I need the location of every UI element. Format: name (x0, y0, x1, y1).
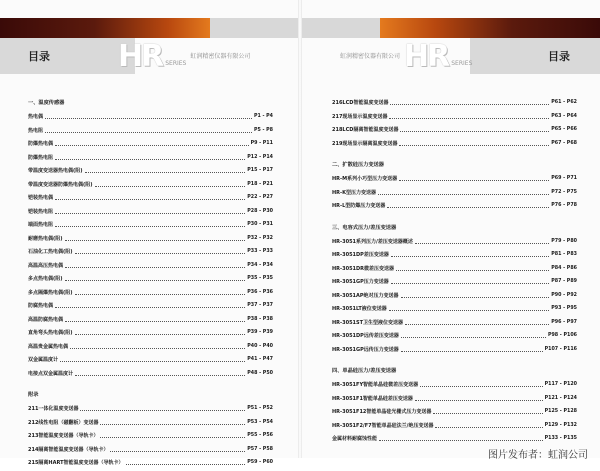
toc-entry-title: 高温防腐热电偶 (28, 316, 64, 323)
toc-entry-title: 219现场显示隔离温度变送器 (332, 140, 398, 147)
dot-leader (396, 270, 549, 271)
toc-entry-title: 耐磨热电偶(阻) (28, 235, 63, 242)
toc-entry-pages: P36 - P36 (247, 289, 273, 295)
toc-entry (332, 186, 577, 200)
dot-leader (45, 132, 252, 133)
toc-entry (332, 378, 577, 392)
toc-entry-title: 217现场显示温度变送器 (332, 113, 388, 120)
toc-entry-pages: P81 - P83 (551, 252, 577, 258)
toc-entry-title: 铠装热电偶 (28, 195, 54, 202)
toc-entry-title: 多点热电偶(阻) (28, 276, 63, 283)
toc-entry-pages: P121 - P124 (544, 395, 577, 401)
toc-entry-pages: P125 - P128 (544, 409, 577, 415)
toc-entry (332, 199, 577, 213)
dot-leader (405, 324, 549, 325)
toc-entry-pages: P18 - P21 (247, 181, 273, 187)
left-page (0, 0, 300, 467)
toc-entry-pages: P96 - P97 (551, 319, 577, 325)
toc-entry (28, 259, 273, 273)
section-heading: 四、单晶硅压力/差压变送器 (332, 368, 397, 374)
toc-entry-pages: P63 - P64 (551, 113, 577, 119)
section-gap (28, 380, 273, 388)
toc-entry-pages: P76 - P78 (551, 203, 577, 209)
toc-entry-pages: P28 - P30 (247, 208, 273, 214)
toc-entry (332, 289, 577, 303)
logo-company-name: 虹润精密仪器有限公司 (340, 53, 401, 60)
toc-entry-title: 多点隔爆热电偶(阻) (28, 289, 73, 296)
toc-entry-title: 金属材料耐腐蚀性能 (332, 436, 378, 443)
dot-leader (399, 180, 549, 181)
dot-leader (75, 334, 246, 335)
toc-entry (28, 272, 273, 286)
toc-entry-pages: P84 - P86 (551, 265, 577, 271)
toc-entry-pages: P30 - P31 (247, 222, 273, 228)
toc-entry (28, 326, 273, 340)
toc-entry (332, 329, 577, 343)
toc-entry-title: HR-L型防爆压力变送器 (332, 203, 386, 210)
toc-entry-title: 212线性电阻（磁翻板）变送器 (28, 419, 99, 426)
dot-leader (45, 118, 252, 119)
company-logo (118, 39, 251, 74)
toc-entry-title: 防爆热电阻 (28, 154, 54, 161)
dot-leader (401, 351, 543, 352)
dot-leader (391, 256, 549, 257)
toc-entry (332, 123, 577, 137)
toc-entry (332, 405, 577, 419)
dot-leader (100, 424, 245, 425)
toc-entry-title: HR-3051F2/F7智能单晶硅法兰/绝压变送器 (332, 422, 434, 429)
toc-entry-title: 216LCD智能温度变送器 (332, 100, 389, 107)
toc-entry-pages: P41 - P47 (247, 357, 273, 363)
toc-entry (332, 235, 577, 249)
toc-entry (332, 248, 577, 262)
toc-entry (28, 218, 273, 232)
toc-entry-pages: P15 - P17 (247, 168, 273, 174)
toc-entry-pages: P90 - P92 (551, 292, 577, 298)
toc-entry (28, 124, 273, 138)
toc-entry (332, 275, 577, 289)
header-band-gray (210, 18, 299, 38)
toc-entry-title: HR-3051GP远传压力变送器 (332, 346, 399, 353)
dot-leader (75, 253, 246, 254)
toc-entry-title: 214隔离智能温度变送器（导轨卡） (28, 446, 109, 453)
toc-entry-title: HR-3051F1智能单晶硅差压变送器 (332, 395, 413, 402)
page-title: 目录 (28, 50, 50, 63)
toc-entry (28, 245, 273, 259)
toc-entry-title: 端面热电阻 (28, 222, 54, 229)
toc-entry-pages: P1 - P4 (253, 114, 273, 120)
toc-entry-pages: P79 - P80 (551, 238, 577, 244)
dot-leader (399, 145, 549, 146)
header-band-gray (300, 18, 380, 38)
toc-entry-title: HR-3051GP压力变送器 (332, 279, 389, 286)
toc-entry (332, 419, 577, 433)
toc-entry (28, 299, 273, 313)
logo-company-name: 虹润精密仪器有限公司 (190, 53, 251, 60)
toc-entry-pages: P87 - P89 (551, 279, 577, 285)
dot-leader (400, 131, 549, 132)
toc-entry (28, 151, 273, 165)
toc-entry (332, 110, 577, 124)
toc-entry-pages: P12 - P14 (247, 154, 273, 160)
toc-entry-pages: P72 - P75 (551, 189, 577, 195)
page-title: 目录 (548, 50, 570, 63)
section-heading: 二、扩散硅压力变送器 (332, 162, 384, 168)
toc-entry-title: 热电偶 (28, 114, 44, 121)
toc-entry (28, 416, 273, 430)
toc-entry (332, 172, 577, 186)
dot-leader (378, 194, 549, 195)
toc-entry-title: HR-K型压力变送器 (332, 189, 376, 196)
toc-entry-title: 防爆热电偶 (28, 141, 54, 148)
logo-series: SERIES (165, 60, 187, 67)
dot-leader (100, 437, 245, 438)
toc-entry (28, 178, 273, 192)
toc-entry (28, 164, 273, 178)
dot-leader (110, 451, 245, 452)
section-heading: 一、温度传感器 (28, 100, 65, 106)
toc-entry-pages: P98 - P106 (547, 333, 577, 339)
dot-leader (389, 310, 549, 311)
dot-leader (65, 240, 246, 241)
toc-entry (28, 137, 273, 151)
toc-entry (332, 432, 577, 446)
toc-entry-pages: P93 - P95 (551, 306, 577, 312)
toc-entry-title: 215隔离HART智能温度变送器（导轨卡） (28, 460, 124, 467)
toc-entry-pages: P55 - P56 (247, 433, 273, 439)
section-heading: 附录 (28, 392, 39, 398)
dot-leader (75, 294, 246, 295)
toc-entry-title: HR-3051F12智能单晶硅光栅式压力变送器 (332, 409, 432, 416)
dot-leader (415, 243, 549, 244)
dot-leader (420, 386, 543, 387)
dot-leader (75, 375, 245, 376)
toc-entry-title: 211一体化温度变送器 (28, 406, 79, 413)
toc-entry-title: 带温度变送器防爆热电偶(阻) (28, 181, 93, 188)
title-bar (470, 38, 600, 74)
section-gap (332, 213, 577, 221)
dot-leader (55, 159, 245, 160)
toc-entry-pages: P40 - P40 (247, 343, 273, 349)
toc-entry (332, 96, 577, 110)
company-logo (340, 39, 473, 74)
toc-entry-pages: P133 - P135 (544, 436, 577, 442)
toc-entry-title: 213智能温度变送器（导轨卡） (28, 433, 99, 440)
toc-entry (332, 343, 577, 357)
toc-entry-title: 带温度变送器热电偶(阻) (28, 168, 83, 175)
toc-entry-pages: P129 - P132 (544, 422, 577, 428)
toc-entry (28, 232, 273, 246)
toc-entry-pages: P67 - P68 (551, 140, 577, 146)
toc-entry-pages: P38 - P38 (247, 316, 273, 322)
toc-entry (332, 302, 577, 316)
dot-leader (435, 427, 542, 428)
toc-entry (332, 392, 577, 406)
dot-leader (401, 337, 546, 338)
toc-entry-pages: P39 - P39 (247, 330, 273, 336)
toc-entry (28, 340, 273, 354)
toc-entry-title: 防腐热电偶 (28, 303, 54, 310)
dot-leader (95, 186, 246, 187)
dot-leader (65, 280, 246, 281)
toc-entry-title: 高温高压热电偶 (28, 262, 64, 269)
toc-entry-pages: P59 - P60 (247, 460, 273, 466)
dot-leader (379, 440, 543, 441)
book-spine (298, 0, 302, 458)
dot-leader (55, 199, 245, 200)
header-band (380, 18, 600, 38)
toc-entry-title: HR-3051DR微差压变送器 (332, 265, 395, 272)
toc-entry-pages: P5 - P8 (253, 127, 273, 133)
dot-leader (70, 348, 245, 349)
dot-leader (55, 226, 245, 227)
toc-entry-title: 电接点双金属温度计 (28, 370, 74, 377)
table-of-contents (332, 96, 577, 446)
toc-entry-pages: P9 - P11 (250, 141, 273, 147)
toc-entry-pages: P117 - P120 (544, 382, 577, 388)
table-of-contents (28, 96, 273, 470)
dot-leader (126, 464, 246, 465)
toc-entry (28, 367, 273, 381)
toc-entry-pages: P57 - P58 (247, 446, 273, 452)
toc-entry-title: 双金属温度计 (28, 357, 59, 364)
dot-leader (60, 361, 245, 362)
dot-leader (389, 118, 549, 119)
logo-mark: HR (404, 39, 449, 74)
dot-leader (401, 297, 550, 298)
toc-entry-title: HR-3051系列压力/差压变送器概述 (332, 238, 413, 245)
toc-entry-pages: P65 - P66 (551, 127, 577, 133)
toc-entry-title: 高温贵金属热电偶 (28, 343, 69, 350)
dot-leader (55, 145, 249, 146)
toc-entry-title: HR-3051LT液位变送器 (332, 306, 387, 313)
toc-entry (28, 110, 273, 124)
toc-entry-pages: P69 - P71 (551, 176, 577, 182)
dot-leader (391, 283, 549, 284)
dot-leader (415, 400, 543, 401)
title-bar (0, 38, 135, 74)
toc-entry-pages: P48 - P50 (247, 370, 273, 376)
toc-entry-pages: P37 - P37 (247, 303, 273, 309)
toc-entry (28, 456, 273, 470)
toc-entry-pages: P32 - P32 (247, 235, 273, 241)
toc-entry-title: 石油化工热电偶(阻) (28, 249, 73, 256)
dot-leader (80, 410, 245, 411)
dot-leader (55, 213, 245, 214)
toc-entry-title: 直角弯头热电偶(阻) (28, 330, 73, 337)
toc-entry-title: HR-3051DP远传差压变送器 (332, 333, 399, 340)
toc-entry-title: HR-3051AP绝对压力变送器 (332, 292, 399, 299)
logo-mark: HR (118, 39, 163, 74)
dot-leader (433, 413, 542, 414)
toc-entry (28, 191, 273, 205)
dot-leader (390, 104, 549, 105)
toc-entry-pages: P51 - P52 (247, 406, 273, 412)
toc-entry-title: 铠装热电阻 (28, 208, 54, 215)
toc-entry (28, 205, 273, 219)
toc-entry-pages: P53 - P54 (247, 419, 273, 425)
section-heading: 三、电容式压力/差压变送器 (332, 224, 397, 231)
dot-leader (65, 321, 245, 322)
toc-entry-pages: P22 - P27 (247, 195, 273, 201)
toc-entry-pages: P33 - P33 (247, 249, 273, 255)
toc-entry-pages: P34 - P34 (247, 262, 273, 268)
dot-leader (55, 307, 245, 308)
toc-entry-title: 热电阻 (28, 127, 44, 134)
publisher-credit: 图片发布者：虹润公司 (488, 450, 588, 461)
toc-entry-title: HR-3051DP差压变送器 (332, 252, 389, 259)
header-band (0, 18, 210, 38)
logo-series: SERIES (451, 60, 473, 67)
right-page (300, 0, 600, 458)
toc-entry (332, 262, 577, 276)
toc-entry (28, 286, 273, 300)
toc-entry (28, 402, 273, 416)
toc-entry (28, 429, 273, 443)
toc-entry-pages: P35 - P35 (247, 276, 273, 282)
toc-entry-title: 218LCD隔离智能温度变送器 (332, 127, 399, 134)
toc-entry (332, 137, 577, 151)
toc-entry-pages: P107 - P116 (544, 346, 577, 352)
toc-entry (28, 353, 273, 367)
toc-entry-title: HR-3051ST卫生型液位变送器 (332, 319, 404, 326)
toc-entry-title: HR-3051FY智能单晶硅微差压变送器 (332, 382, 419, 389)
toc-entry-pages: P61 - P62 (551, 100, 577, 106)
section-gap (332, 356, 577, 364)
toc-entry-title: HR-M系列小巧型压力变送器 (332, 176, 398, 183)
dot-leader (85, 172, 246, 173)
toc-entry (28, 313, 273, 327)
toc-entry (332, 316, 577, 330)
section-gap (332, 150, 577, 158)
toc-entry (28, 443, 273, 457)
dot-leader (387, 207, 549, 208)
dot-leader (65, 267, 245, 268)
